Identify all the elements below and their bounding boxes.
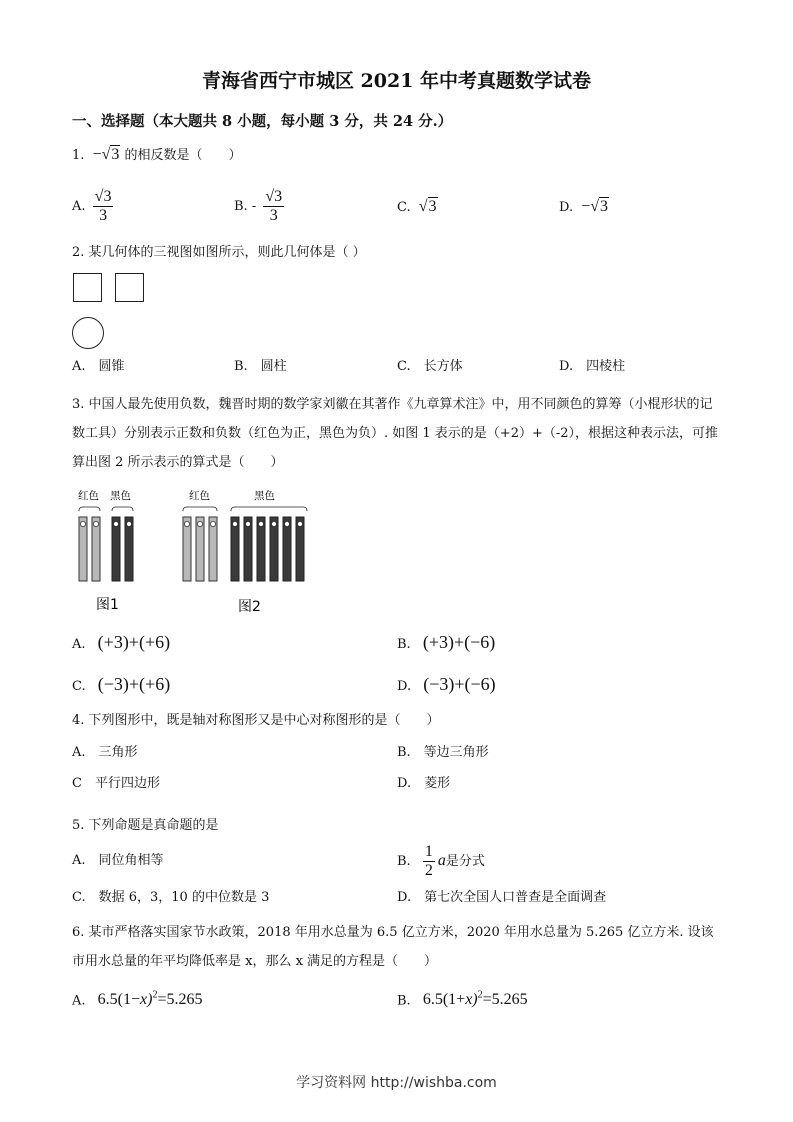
- fig1-black-rods: [112, 517, 133, 581]
- q3-option-a[interactable]: [72, 633, 170, 654]
- option-letter: A.: [72, 637, 86, 652]
- q3-option-d[interactable]: [397, 675, 496, 696]
- option-letter: A.: [72, 993, 86, 1009]
- equation: [423, 991, 528, 1008]
- question-5-stem: 5. 下列命题是真命题的是: [72, 818, 219, 833]
- expr-rhs: =5.265: [157, 991, 203, 1009]
- exponent: 2: [152, 990, 158, 1001]
- question-2-stem: 2. 某几何体的三视图如图所示，则此几何体是（ ）: [72, 245, 366, 260]
- question-4-stem: 4. 下列图形中，既是轴对称图形又是中心对称图形的是（ ）: [72, 713, 440, 728]
- option-letter: B.: [397, 854, 411, 869]
- question-3-stem: 3. 中国人最先使用负数，魏晋时期的数学家刘徽在其著作《九章算术注》中，用不同颜色的算筹（小棍形状的记数工具）分别表示正数和负数（红色为正，黑色为负）. 如图 1 表示的是（+2）+（-2），根据这种表示法，可推算出图 2 所示表示的算式是（ ）: [72, 397, 719, 470]
- numerator: 1: [424, 843, 433, 860]
- q5-option-c[interactable]: C. 数据 6，3，10 的中位数是 3: [72, 890, 270, 905]
- expr-part: x): [140, 991, 153, 1009]
- question-6-stem: 6. 某市严格落实国家节水政策，2018 年用水总量为 6.5 亿立方米，2020 年用水总量为 5.265 亿立方米. 设该市用水总量的年平均降低率是 x，那么 x 满足的方程是（ ）: [72, 925, 714, 969]
- front-view-square: [73, 273, 102, 302]
- fig2-black-rods: [231, 517, 304, 581]
- denominator: 3: [99, 207, 108, 224]
- q2-option-a[interactable]: A. 圆锥: [72, 359, 125, 374]
- q6-option-a[interactable]: [72, 987, 203, 1010]
- page-title: 青海省西宁市城区 2021 年中考真题数学试卷: [201, 70, 592, 92]
- q1-option-b[interactable]: [234, 188, 287, 225]
- q4-option-c[interactable]: C 平行四边形: [72, 776, 160, 791]
- option-expression: (+3)+(+6): [97, 632, 171, 652]
- option-letter: B. -: [234, 199, 257, 214]
- q2-option-d[interactable]: D. 四棱柱: [559, 359, 626, 374]
- counting-rods-figure: [70, 485, 330, 617]
- expr-part: x): [465, 991, 478, 1009]
- footer-watermark[interactable]: 学习资料网 http://wishba.com: [296, 1075, 497, 1091]
- q4-option-d[interactable]: D. 菱形: [397, 776, 451, 791]
- equation: [98, 991, 203, 1008]
- option-letter: C.: [72, 679, 86, 694]
- red-label-fig1: 红色: [78, 490, 99, 502]
- fig1-red-rods: [79, 517, 100, 581]
- fraction: $\frac{√3}{3}$: [94, 188, 112, 224]
- q5-option-d[interactable]: D. 第七次全国人口普查是全面调查: [397, 890, 607, 905]
- q5-option-a[interactable]: A. 同位角相等: [72, 853, 164, 868]
- option-letter: D.: [397, 679, 412, 694]
- q5-option-b[interactable]: [397, 843, 485, 880]
- sqrt-expr: √3: [414, 198, 437, 215]
- q2-option-c[interactable]: C. 长方体: [397, 359, 463, 374]
- top-view-circle: [72, 317, 104, 349]
- option-expression: (−3)+(+6): [97, 674, 171, 694]
- fig2-red-rods: [183, 517, 217, 581]
- black-label-fig2: 黑色: [254, 490, 275, 502]
- q1-option-d[interactable]: [559, 198, 609, 217]
- black-label-fig1: 黑色: [110, 490, 131, 502]
- q6-option-b[interactable]: [397, 987, 528, 1010]
- expr-rhs: =5.265: [482, 991, 528, 1009]
- option-text: 是分式: [445, 854, 485, 869]
- question-number: 1.: [72, 148, 85, 163]
- operator: +: [456, 991, 466, 1009]
- q4-option-a[interactable]: A. 三角形: [72, 745, 138, 760]
- q2-option-b[interactable]: B. 圆柱: [234, 359, 287, 374]
- neg-sqrt-expr: −√3: [577, 198, 609, 215]
- red-label-fig2: 红色: [189, 490, 210, 502]
- fraction: [423, 843, 435, 880]
- operator: −: [131, 991, 141, 1009]
- option-expression: (+3)+(−6): [422, 632, 496, 652]
- q1-option-c[interactable]: [397, 198, 438, 217]
- option-letter: A.: [72, 199, 86, 214]
- numerator: 3: [274, 188, 283, 205]
- denominator: 3: [269, 207, 278, 224]
- option-letter: C.: [397, 200, 411, 215]
- figure-2-caption: 图2: [238, 599, 261, 615]
- question-text: 的相反数是（ ）: [124, 148, 242, 163]
- q1-option-a[interactable]: [72, 188, 116, 225]
- radicand: 3: [428, 198, 437, 215]
- neg-sqrt-3: −√3: [88, 146, 120, 163]
- option-letter: B.: [397, 993, 411, 1009]
- option-letter: B.: [397, 637, 411, 652]
- fraction: $\frac{√3}{3}$: [265, 188, 283, 224]
- q3-option-b[interactable]: [397, 633, 495, 654]
- question-1-stem: [72, 146, 242, 165]
- numerator: 3: [103, 188, 112, 205]
- expr-part: 6.5(1: [422, 991, 457, 1009]
- q3-option-c[interactable]: [72, 675, 170, 696]
- q4-option-b[interactable]: B. 等边三角形: [397, 745, 489, 760]
- option-expression: (−3)+(−6): [423, 674, 496, 694]
- section-heading: 一、选择题（本大题共 8 小题，每小题 3 分，共 24 分.）: [72, 113, 453, 130]
- option-letter: D.: [559, 200, 574, 215]
- exponent: 2: [477, 990, 483, 1001]
- radicand: 3: [600, 198, 609, 215]
- figure-1-caption: 图1: [96, 597, 119, 613]
- side-view-square: [115, 273, 144, 302]
- expr-part: 6.5(1: [97, 991, 131, 1009]
- variable: a: [437, 852, 446, 869]
- denominator: 2: [424, 862, 433, 879]
